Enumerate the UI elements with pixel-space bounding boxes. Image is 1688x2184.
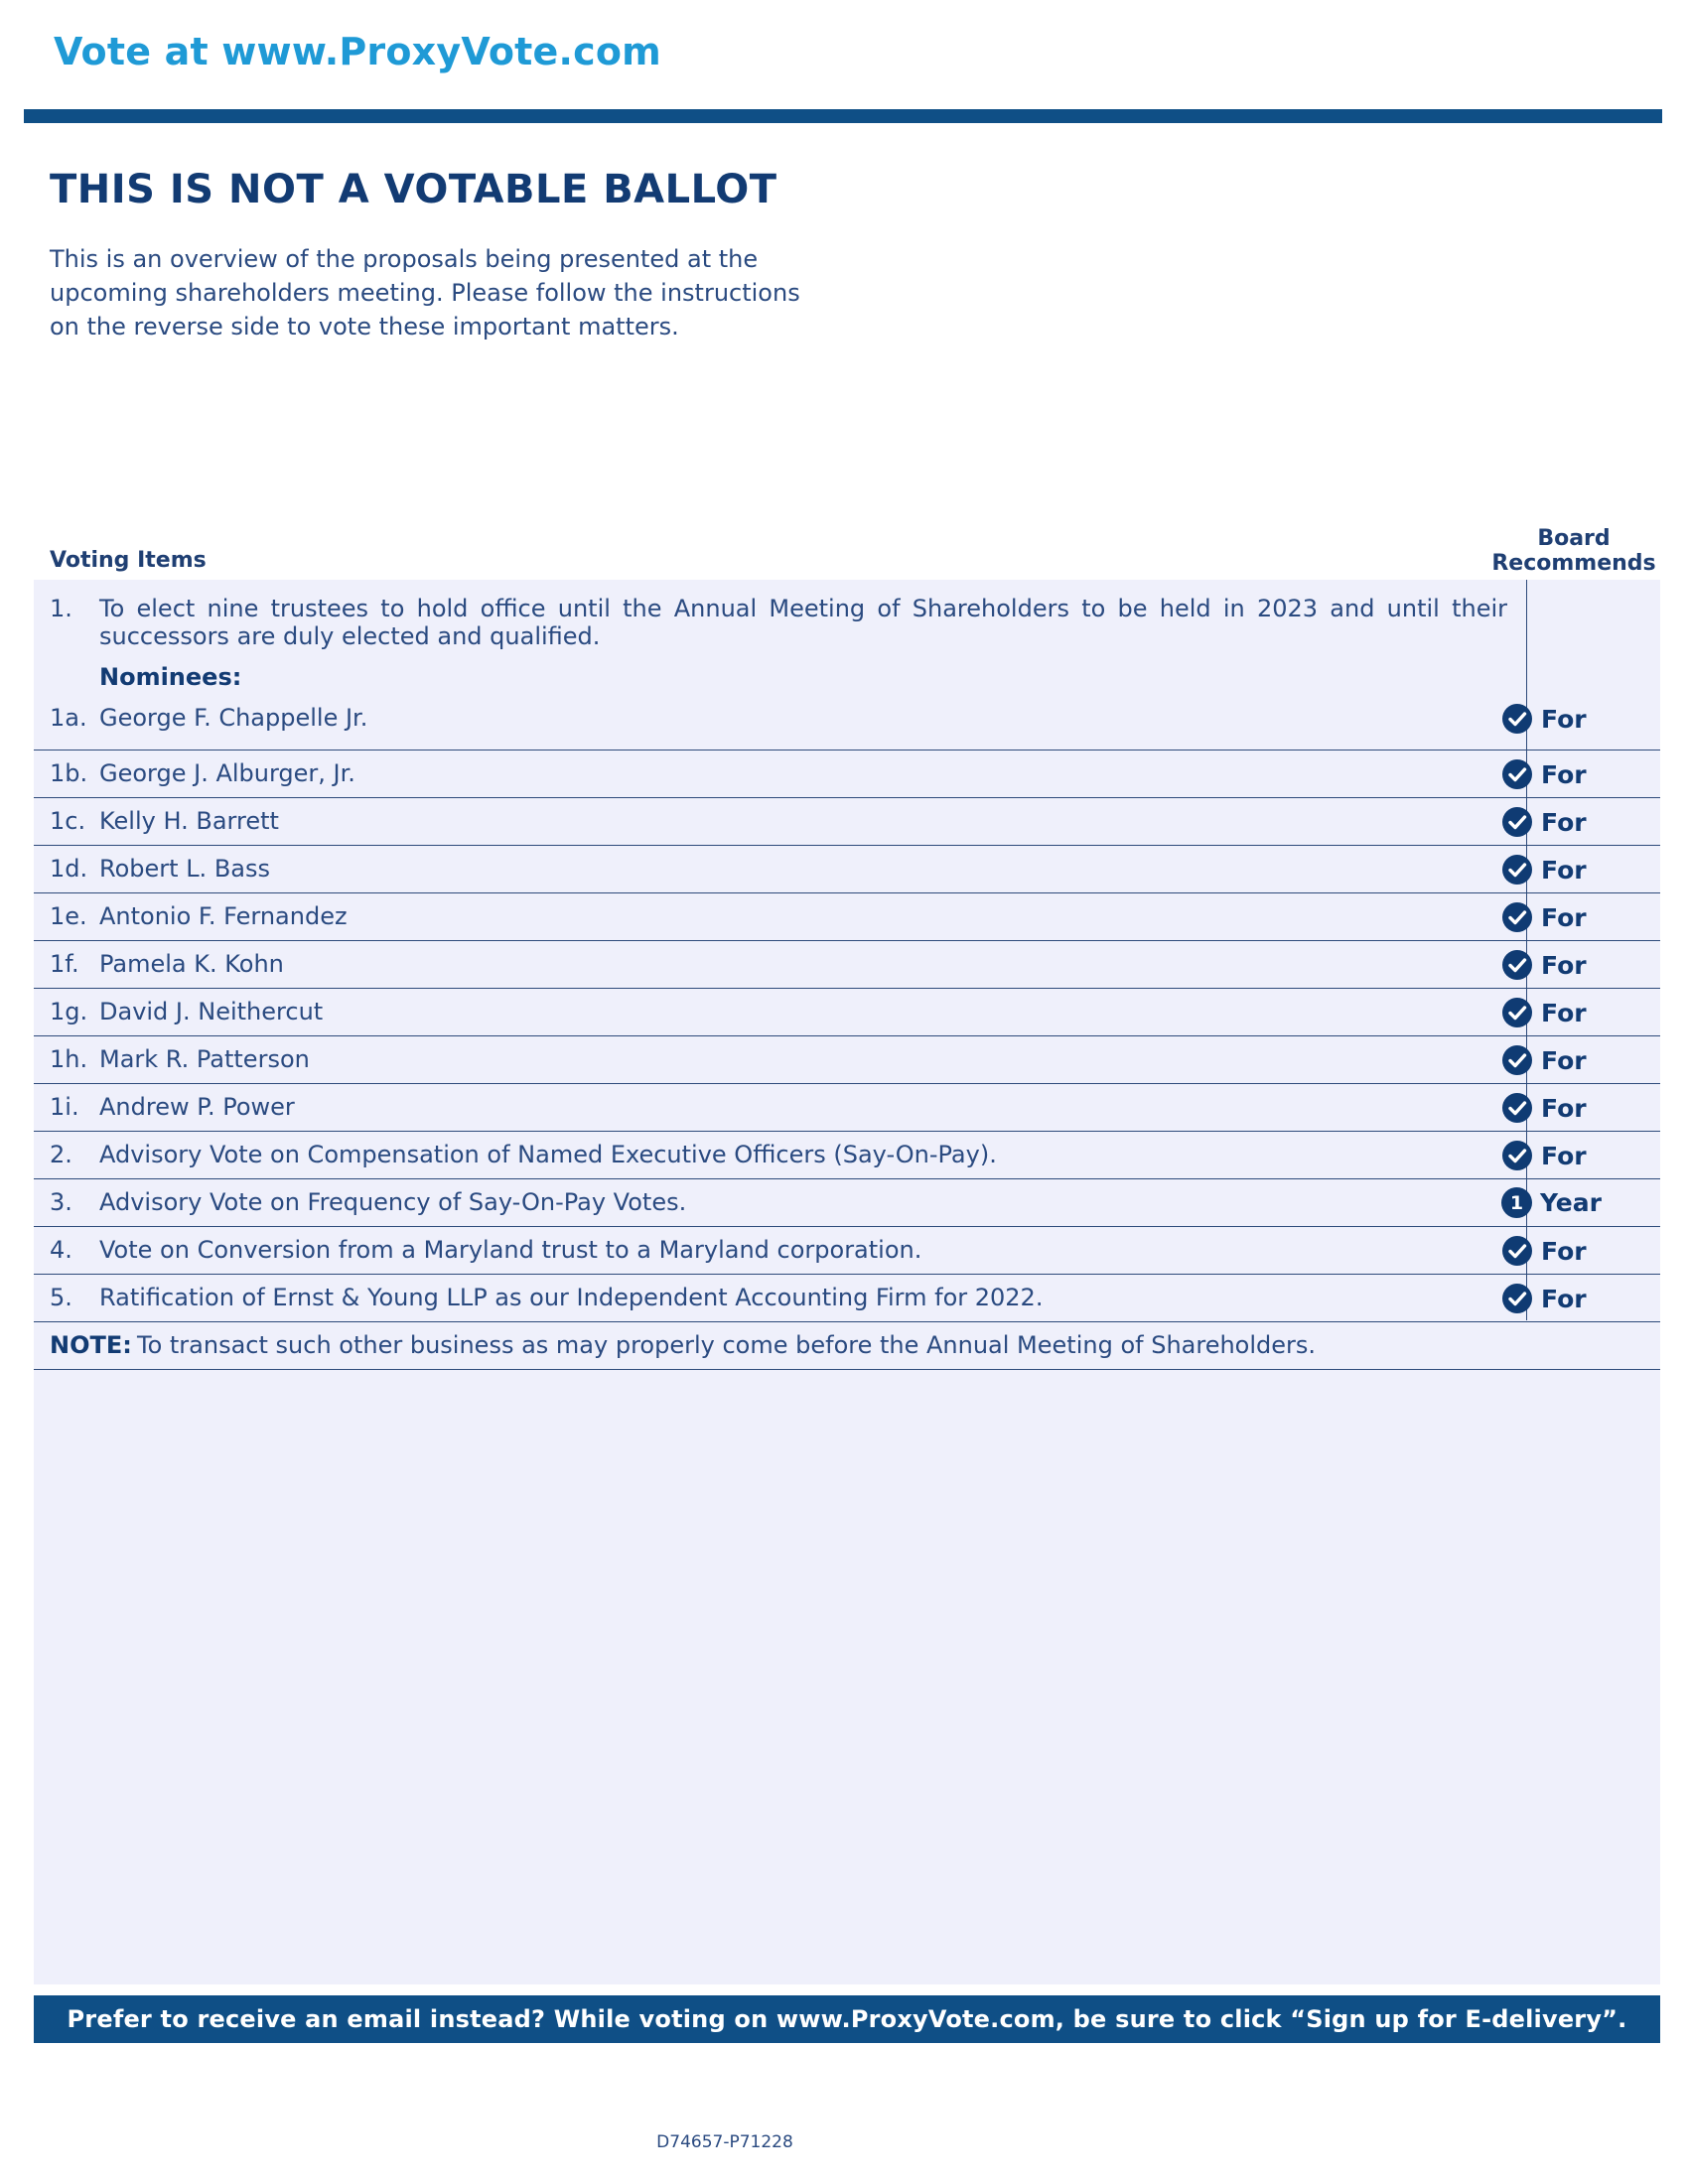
item-text: Mark R. Patterson [99, 1045, 310, 1073]
item-number: 3. [50, 1188, 72, 1216]
voting-item-row [34, 893, 1660, 941]
recommendation [1501, 806, 1587, 838]
voting-item-row [34, 1227, 1660, 1275]
recommendation [1501, 1187, 1602, 1218]
item-number: 1h. [50, 1045, 88, 1073]
recommendation [1501, 1140, 1587, 1171]
voting-item-row [34, 798, 1660, 846]
item-number: 1f. [50, 950, 79, 978]
item-text: Robert L. Bass [99, 855, 270, 883]
item-text: George F. Chappelle Jr. [99, 704, 368, 732]
recommendation-label: For [1541, 902, 1587, 932]
item-number: 5. [50, 1284, 72, 1311]
item-text: George J. Alburger, Jr. [99, 759, 355, 787]
voting-item-row [34, 846, 1660, 893]
recommendation [1501, 1092, 1587, 1124]
item-number: 4. [50, 1236, 72, 1264]
check-circle-icon [1501, 703, 1533, 735]
intro-line: This is an overview of the proposals being presented at the [50, 245, 759, 273]
item-number: 1b. [50, 759, 88, 787]
voting-item-row [34, 989, 1660, 1036]
item-number: 1a. [50, 704, 87, 732]
recommendation-label: For [1541, 1045, 1587, 1075]
intro-line: on the reverse side to vote these important matters. [50, 313, 679, 341]
item-text: Advisory Vote on Frequency of Say-On-Pay Votes. [99, 1188, 687, 1216]
voting-items-header: Voting Items [50, 548, 207, 573]
edelivery-banner: Prefer to receive an email instead? While voting on www.ProxyVote.com, be sure to click “Sign up for E-delivery”. [34, 1995, 1660, 2043]
check-circle-icon [1501, 1235, 1533, 1267]
check-circle-icon [1501, 1092, 1533, 1124]
recommendation [1501, 703, 1587, 735]
proposal-number: 1. [50, 595, 72, 622]
nominees-label: Nominees: [99, 663, 242, 691]
recommendation [1501, 1283, 1587, 1314]
recommendation-label: Year [1540, 1188, 1602, 1217]
intro-line: upcoming shareholders meeting. Please follow the instructions [50, 279, 800, 307]
item-text: Kelly H. Barrett [99, 807, 279, 835]
check-circle-icon [1501, 758, 1533, 790]
voting-item-row [34, 1132, 1660, 1179]
item-text: Pamela K. Kohn [99, 950, 284, 978]
item-text: David J. Neithercut [99, 998, 324, 1025]
check-circle-icon [1501, 1283, 1533, 1314]
voting-item-row [34, 1036, 1660, 1084]
proposal-text-line: To elect nine trustees to hold office until the Annual Meeting of Shareholders to be held in 2023 and until their [99, 595, 1507, 622]
item-number: 1i. [50, 1093, 79, 1121]
recommendation-label: For [1541, 759, 1587, 789]
item-text: Ratification of Ernst & Young LLP as our Independent Accounting Firm for 2022. [99, 1284, 1044, 1311]
check-circle-icon [1501, 1140, 1533, 1171]
recommendation [1501, 854, 1587, 886]
recommendation [1501, 1044, 1587, 1076]
check-circle-icon [1501, 1044, 1533, 1076]
board-recommends-line: Recommends [1491, 551, 1656, 576]
check-circle-icon [1501, 997, 1533, 1028]
recommendation [1501, 758, 1587, 790]
note-row [34, 1322, 1660, 1370]
voting-item-row [34, 751, 1660, 798]
recommendation-label: For [1541, 1141, 1587, 1170]
voting-item-row [34, 1084, 1660, 1132]
proposal-text-line: successors are duly elected and qualified. [99, 622, 601, 650]
check-circle-icon [1501, 901, 1533, 933]
header-divider [24, 109, 1662, 123]
board-recommends-line: Board [1537, 526, 1611, 551]
proposal-text [99, 595, 1507, 650]
item-text: Vote on Conversion from a Maryland trust to a Maryland corporation. [99, 1236, 922, 1264]
proxyvote-url-heading: Vote at www.ProxyVote.com [54, 30, 661, 73]
recommendation-label: For [1541, 998, 1587, 1027]
voting-item-row [34, 1179, 1660, 1227]
check-circle-icon [1501, 806, 1533, 838]
page-title: THIS IS NOT A VOTABLE BALLOT [50, 167, 777, 212]
recommendation-label: For [1541, 855, 1587, 885]
recommendation [1501, 997, 1587, 1028]
recommendation-label: For [1541, 807, 1587, 837]
recommendation [1501, 949, 1587, 981]
check-circle-icon [1501, 949, 1533, 981]
item-text: Andrew P. Power [99, 1093, 295, 1121]
recommendation [1501, 901, 1587, 933]
recommendation-label: For [1541, 1284, 1587, 1313]
recommendation-label: For [1541, 950, 1587, 980]
item-number: 1c. [50, 807, 86, 835]
intro-paragraph [50, 242, 824, 343]
document-code: D74657-P71228 [656, 2132, 793, 2152]
recommendation [1501, 1235, 1587, 1267]
board-recommends-header [1489, 526, 1658, 576]
recommendation-label: For [1541, 1236, 1587, 1266]
voting-items-table [34, 580, 1660, 1370]
note-text: To transact such other business as may properly come before the Annual Meeting of Shareholders. [137, 1331, 1317, 1359]
voting-item-row [34, 941, 1660, 989]
item-number: 1d. [50, 855, 88, 883]
recommendation-label: For [1541, 704, 1587, 734]
item-number: 1g. [50, 998, 88, 1025]
number-circle-icon: 1 [1501, 1187, 1532, 1218]
item-number: 2. [50, 1141, 72, 1168]
voting-item-row [34, 1275, 1660, 1322]
check-circle-icon [1501, 854, 1533, 886]
item-number: 1e. [50, 902, 87, 930]
item-text: Advisory Vote on Compensation of Named Executive Officers (Say-On-Pay). [99, 1141, 997, 1168]
proposal-1-row [34, 580, 1660, 751]
recommendation-label: For [1541, 1093, 1587, 1123]
note-lead: NOTE: [50, 1331, 132, 1359]
item-text: Antonio F. Fernandez [99, 902, 348, 930]
